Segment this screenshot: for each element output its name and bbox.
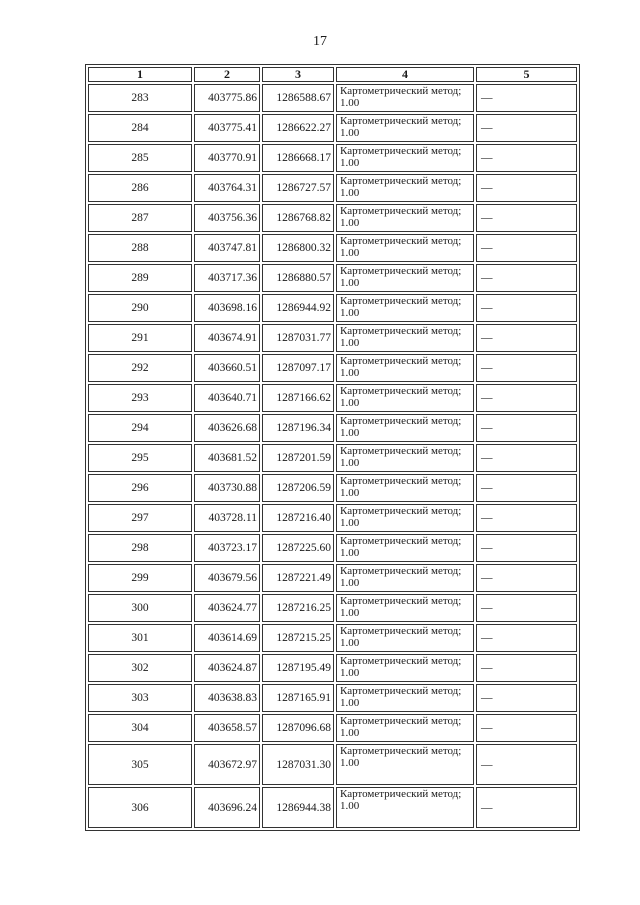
- coord-x: 403679.56: [194, 564, 260, 592]
- coordinates-table-wrapper: [85, 64, 578, 831]
- method-cell: [336, 114, 474, 142]
- coord-y: 1287195.49: [262, 654, 334, 682]
- point-number: 299: [88, 564, 192, 592]
- coord-y: 1287031.30: [262, 744, 334, 785]
- method-cell: [336, 204, 474, 232]
- coord-y: 1286768.82: [262, 204, 334, 232]
- method-cell: [336, 534, 474, 562]
- method-cell: [336, 414, 474, 442]
- coord-x: 403764.31: [194, 174, 260, 202]
- accuracy-text: 1.00: [340, 800, 360, 812]
- note-cell: —: [476, 204, 577, 232]
- page-number: 17: [313, 34, 327, 49]
- coord-y: 1286588.67: [262, 84, 334, 112]
- note-cell: —: [476, 787, 577, 828]
- coord-y: 1286727.57: [262, 174, 334, 202]
- method-text: Картометрический метод;: [340, 415, 462, 427]
- method-text: Картометрический метод;: [340, 205, 462, 217]
- method-cell: [336, 787, 474, 828]
- method-text: Картометрический метод;: [340, 565, 462, 577]
- coord-x: 403626.68: [194, 414, 260, 442]
- accuracy-text: 1.00: [340, 457, 360, 469]
- accuracy-text: 1.00: [340, 127, 360, 139]
- coord-x: 403770.91: [194, 144, 260, 172]
- method-text: Картометрический метод;: [340, 655, 462, 667]
- accuracy-text: 1.00: [340, 547, 360, 559]
- method-cell: [336, 594, 474, 622]
- method-text: Картометрический метод;: [340, 715, 462, 727]
- point-number: 304: [88, 714, 192, 742]
- coord-y: 1287166.62: [262, 384, 334, 412]
- method-cell: [336, 744, 474, 785]
- point-number: 302: [88, 654, 192, 682]
- method-text: Картометрический метод;: [340, 505, 462, 517]
- coord-x: 403775.86: [194, 84, 260, 112]
- note-cell: —: [476, 414, 577, 442]
- note-cell: —: [476, 624, 577, 652]
- table-row: [88, 294, 577, 322]
- accuracy-text: 1.00: [340, 427, 360, 439]
- header-col-4: 4: [336, 67, 474, 82]
- coord-y: 1287201.59: [262, 444, 334, 472]
- method-cell: [336, 264, 474, 292]
- point-number: 291: [88, 324, 192, 352]
- note-cell: —: [476, 684, 577, 712]
- table-header-row: [88, 67, 577, 82]
- accuracy-text: 1.00: [340, 367, 360, 379]
- accuracy-text: 1.00: [340, 247, 360, 259]
- point-number: 290: [88, 294, 192, 322]
- method-cell: [336, 84, 474, 112]
- accuracy-text: 1.00: [340, 577, 360, 589]
- note-cell: —: [476, 474, 577, 502]
- coord-y: 1287221.49: [262, 564, 334, 592]
- point-number: 298: [88, 534, 192, 562]
- coord-x: 403756.36: [194, 204, 260, 232]
- note-cell: —: [476, 594, 577, 622]
- coord-x: 403696.24: [194, 787, 260, 828]
- note-cell: —: [476, 264, 577, 292]
- method-text: Картометрический метод;: [340, 235, 462, 247]
- method-text: Картометрический метод;: [340, 685, 462, 697]
- method-cell: [336, 684, 474, 712]
- accuracy-text: 1.00: [340, 277, 360, 289]
- note-cell: —: [476, 294, 577, 322]
- note-cell: —: [476, 714, 577, 742]
- method-text: Картометрический метод;: [340, 745, 462, 757]
- coord-x: 403674.91: [194, 324, 260, 352]
- coordinates-table: [85, 64, 580, 831]
- accuracy-text: 1.00: [340, 637, 360, 649]
- accuracy-text: 1.00: [340, 487, 360, 499]
- method-cell: [336, 444, 474, 472]
- accuracy-text: 1.00: [340, 187, 360, 199]
- coord-y: 1286944.92: [262, 294, 334, 322]
- method-cell: [336, 564, 474, 592]
- method-text: Картометрический метод;: [340, 265, 462, 277]
- coord-y: 1287097.17: [262, 354, 334, 382]
- coord-x: 403638.83: [194, 684, 260, 712]
- note-cell: —: [476, 114, 577, 142]
- method-cell: [336, 174, 474, 202]
- coord-y: 1287216.40: [262, 504, 334, 532]
- coord-y: 1286668.17: [262, 144, 334, 172]
- table-row: [88, 744, 577, 785]
- accuracy-text: 1.00: [340, 397, 360, 409]
- point-number: 287: [88, 204, 192, 232]
- point-number: 292: [88, 354, 192, 382]
- method-text: Картометрический метод;: [340, 788, 462, 800]
- method-cell: [336, 324, 474, 352]
- note-cell: —: [476, 444, 577, 472]
- method-text: Картометрический метод;: [340, 625, 462, 637]
- point-number: 297: [88, 504, 192, 532]
- table-row: [88, 174, 577, 202]
- method-text: Картометрический метод;: [340, 325, 462, 337]
- header-col-5: 5: [476, 67, 577, 82]
- accuracy-text: 1.00: [340, 667, 360, 679]
- accuracy-text: 1.00: [340, 697, 360, 709]
- point-number: 296: [88, 474, 192, 502]
- coord-x: 403658.57: [194, 714, 260, 742]
- table-row: [88, 624, 577, 652]
- coord-x: 403660.51: [194, 354, 260, 382]
- table-row: [88, 384, 577, 412]
- table-row: [88, 324, 577, 352]
- coord-x: 403672.97: [194, 744, 260, 785]
- point-number: 286: [88, 174, 192, 202]
- point-number: 283: [88, 84, 192, 112]
- accuracy-text: 1.00: [340, 607, 360, 619]
- method-cell: [336, 294, 474, 322]
- point-number: 285: [88, 144, 192, 172]
- method-text: Картометрический метод;: [340, 535, 462, 547]
- method-cell: [336, 384, 474, 412]
- method-cell: [336, 624, 474, 652]
- coord-x: 403723.17: [194, 534, 260, 562]
- point-number: 300: [88, 594, 192, 622]
- coord-y: 1287031.77: [262, 324, 334, 352]
- note-cell: —: [476, 534, 577, 562]
- method-text: Картометрический метод;: [340, 595, 462, 607]
- coord-y: 1287196.34: [262, 414, 334, 442]
- note-cell: —: [476, 234, 577, 262]
- accuracy-text: 1.00: [340, 97, 360, 109]
- note-cell: —: [476, 744, 577, 785]
- method-cell: [336, 504, 474, 532]
- coord-x: 403624.87: [194, 654, 260, 682]
- table-row: [88, 594, 577, 622]
- point-number: 306: [88, 787, 192, 828]
- note-cell: —: [476, 354, 577, 382]
- method-text: Картометрический метод;: [340, 115, 462, 127]
- accuracy-text: 1.00: [340, 517, 360, 529]
- note-cell: —: [476, 504, 577, 532]
- table-row: [88, 534, 577, 562]
- point-number: 288: [88, 234, 192, 262]
- note-cell: —: [476, 324, 577, 352]
- table-row: [88, 444, 577, 472]
- table-row: [88, 264, 577, 292]
- table-row: [88, 114, 577, 142]
- table-row: [88, 787, 577, 828]
- coord-y: 1287216.25: [262, 594, 334, 622]
- accuracy-text: 1.00: [340, 157, 360, 169]
- accuracy-text: 1.00: [340, 337, 360, 349]
- point-number: 284: [88, 114, 192, 142]
- coord-x: 403681.52: [194, 444, 260, 472]
- coord-y: 1286944.38: [262, 787, 334, 828]
- coord-x: 403698.16: [194, 294, 260, 322]
- table-row: [88, 144, 577, 172]
- method-cell: [336, 474, 474, 502]
- method-text: Картометрический метод;: [340, 295, 462, 307]
- method-cell: [336, 714, 474, 742]
- table-row: [88, 204, 577, 232]
- note-cell: —: [476, 84, 577, 112]
- table-row: [88, 474, 577, 502]
- coord-y: 1287215.25: [262, 624, 334, 652]
- header-col-1: 1: [88, 67, 192, 82]
- method-cell: [336, 234, 474, 262]
- point-number: 301: [88, 624, 192, 652]
- point-number: 305: [88, 744, 192, 785]
- table-row: [88, 684, 577, 712]
- coord-y: 1286622.27: [262, 114, 334, 142]
- coord-x: 403728.11: [194, 504, 260, 532]
- note-cell: —: [476, 384, 577, 412]
- point-number: 293: [88, 384, 192, 412]
- header-col-3: 3: [262, 67, 334, 82]
- note-cell: —: [476, 654, 577, 682]
- point-number: 289: [88, 264, 192, 292]
- accuracy-text: 1.00: [340, 217, 360, 229]
- method-text: Картометрический метод;: [340, 145, 462, 157]
- table-row: [88, 654, 577, 682]
- coord-x: 403614.69: [194, 624, 260, 652]
- method-text: Картометрический метод;: [340, 445, 462, 457]
- note-cell: —: [476, 564, 577, 592]
- table-row: [88, 84, 577, 112]
- method-text: Картометрический метод;: [340, 475, 462, 487]
- note-cell: —: [476, 174, 577, 202]
- coord-y: 1287206.59: [262, 474, 334, 502]
- coord-x: 403775.41: [194, 114, 260, 142]
- coord-y: 1286880.57: [262, 264, 334, 292]
- coord-y: 1287165.91: [262, 684, 334, 712]
- coord-x: 403717.36: [194, 264, 260, 292]
- point-number: 294: [88, 414, 192, 442]
- method-cell: [336, 354, 474, 382]
- table-row: [88, 564, 577, 592]
- method-cell: [336, 654, 474, 682]
- accuracy-text: 1.00: [340, 757, 360, 769]
- method-text: Картометрический метод;: [340, 385, 462, 397]
- accuracy-text: 1.00: [340, 727, 360, 739]
- table-row: [88, 354, 577, 382]
- method-text: Картометрический метод;: [340, 355, 462, 367]
- coord-x: 403624.77: [194, 594, 260, 622]
- coord-x: 403747.81: [194, 234, 260, 262]
- coord-y: 1287096.68: [262, 714, 334, 742]
- coord-y: 1286800.32: [262, 234, 334, 262]
- method-cell: [336, 144, 474, 172]
- accuracy-text: 1.00: [340, 307, 360, 319]
- table-row: [88, 414, 577, 442]
- point-number: 295: [88, 444, 192, 472]
- table-row: [88, 714, 577, 742]
- coord-y: 1287225.60: [262, 534, 334, 562]
- coord-x: 403730.88: [194, 474, 260, 502]
- coord-x: 403640.71: [194, 384, 260, 412]
- table-row: [88, 504, 577, 532]
- method-text: Картометрический метод;: [340, 175, 462, 187]
- point-number: 303: [88, 684, 192, 712]
- header-col-2: 2: [194, 67, 260, 82]
- table-row: [88, 234, 577, 262]
- note-cell: —: [476, 144, 577, 172]
- method-text: Картометрический метод;: [340, 85, 462, 97]
